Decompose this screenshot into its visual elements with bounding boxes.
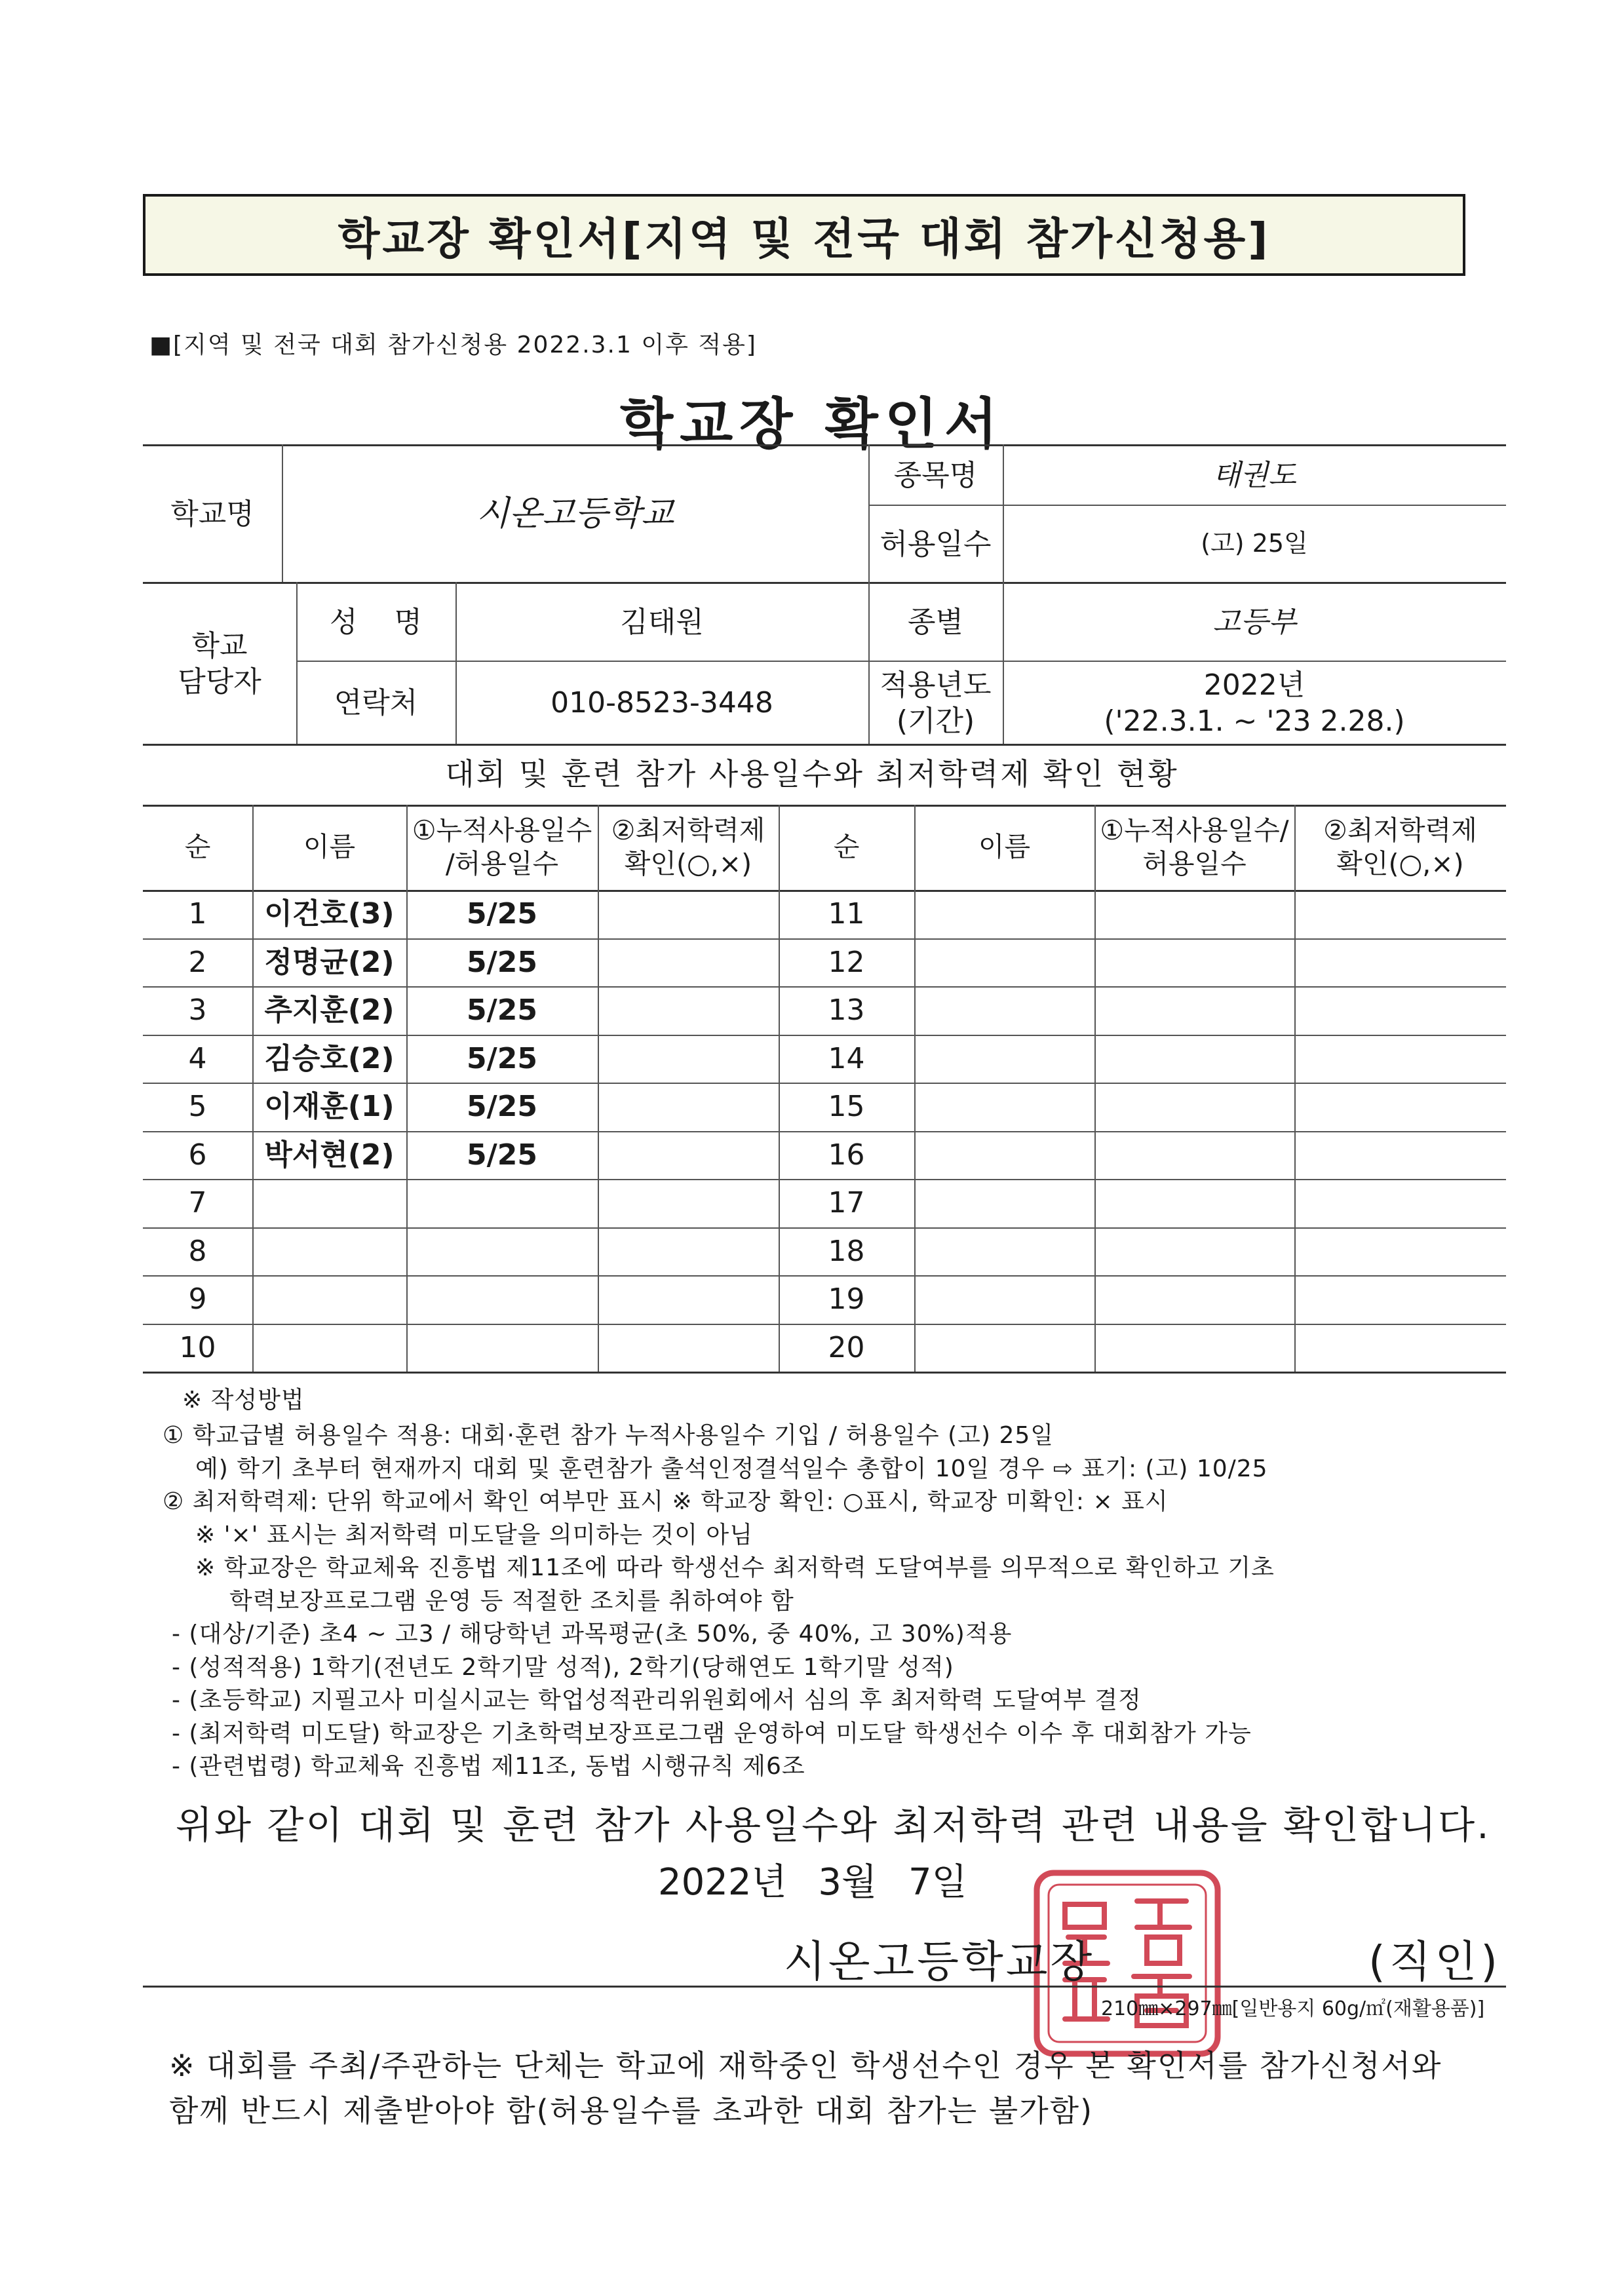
method-line: ① 학교급별 허용일수 적용: 대회·훈련 참가 누적사용일수 기입 / 허용일수 (고) 25일 (163, 1422, 1054, 1449)
student-name: 박서현(2) (264, 1138, 395, 1172)
used-days (406, 1179, 598, 1227)
student-name (914, 1035, 1094, 1083)
allowed-days-label: 허용일수 (880, 527, 992, 561)
used-days (1094, 938, 1294, 987)
row-number: 2 (188, 945, 207, 979)
contact-value: 010-8523-3448 (551, 686, 773, 720)
table-header-cell: 이름 (978, 831, 1031, 863)
confirm-statement: 위와 같이 대회 및 훈련 참가 사용일수와 최저학력 관련 내용을 확인합니다. (176, 1803, 1491, 1847)
method-line: 학력보장프로그램 운영 등 적절한 조치를 취하여야 함 (229, 1587, 794, 1615)
student-name (252, 1227, 406, 1276)
row-number: 20 (828, 1330, 865, 1364)
method-line: - (성적적용) 1학기(전년도 2학기말 성적), 2학기(당해연도 1학기말 성적) (172, 1653, 954, 1681)
row-number: 13 (828, 993, 865, 1028)
academic-check (598, 890, 779, 938)
academic-check (598, 1083, 779, 1131)
academic-check (1294, 986, 1506, 1035)
academic-check (598, 1324, 779, 1372)
signer-name: 시온고등학교장 (784, 1936, 1095, 1987)
academic-check (1294, 1227, 1506, 1276)
used-days (1094, 890, 1294, 938)
row-number: 16 (828, 1138, 865, 1172)
school-value: 시온고등학교 (476, 493, 674, 533)
method-line: - (관련법령) 학교체육 진흥법 제11조, 동법 시행규칙 제6조 (172, 1753, 805, 1780)
name-label: 성 명 (330, 605, 422, 639)
row-number: 11 (828, 897, 865, 931)
row-number: 17 (828, 1186, 865, 1220)
used-days: 5/25 (467, 1138, 537, 1172)
academic-check (1294, 890, 1506, 938)
method-line: ② 최저학력제: 단위 학교에서 확인 여부만 표시 ※ 학교장 확인: ○표시, 학교장 미확인: × 표시 (163, 1488, 1169, 1515)
used-days (1094, 1083, 1294, 1131)
row-number: 4 (188, 1041, 207, 1075)
academic-check (598, 1131, 779, 1180)
used-days: 5/25 (467, 945, 537, 979)
used-days (1094, 1275, 1294, 1324)
footer-note: ※ 대회를 주최/주관하는 단체는 학교에 재학중인 학생선수인 경우 본 확인서를 참가신청서와 함께 반드시 제출받아야 함(허용일수를 초과한 대회 참가는 불가함) (169, 2048, 1442, 2128)
student-name: 추지훈(2) (264, 993, 395, 1028)
row-number: 15 (828, 1090, 865, 1124)
used-days (406, 1324, 598, 1372)
academic-check (598, 986, 779, 1035)
student-name (914, 1227, 1094, 1276)
method-line: - (최저학력 미도달) 학교장은 기초학력보장프로그램 운영하여 미도달 학생선수 이수 후 대회참가 가능 (172, 1720, 1252, 1747)
used-days: 5/25 (467, 897, 537, 931)
student-name (914, 1083, 1094, 1131)
method-line: ※ 학교장은 학교체육 진흥법 제11조에 따라 학생선수 최저학력 도달여부를 의무적으로 확인하고 기초 (195, 1554, 1275, 1581)
used-days: 5/25 (467, 1090, 537, 1124)
document-title: 학교장 확인서 (619, 392, 1005, 456)
student-name: 김승호(2) (264, 1041, 395, 1075)
academic-check (1294, 1035, 1506, 1083)
academic-check (598, 1275, 779, 1324)
row-number: 6 (188, 1138, 207, 1172)
row-number: 14 (828, 1041, 865, 1075)
row-number: 5 (188, 1090, 207, 1124)
academic-check (1294, 1324, 1506, 1372)
table-row-rule (143, 1372, 1506, 1374)
used-days (1094, 1227, 1294, 1276)
row-number: 18 (828, 1234, 865, 1268)
banner-title: 학교장 확인서[지역 및 전국 대회 참가신청용] (143, 194, 1465, 276)
academic-check (1294, 1275, 1506, 1324)
manager-label: 학교 담당자 (178, 628, 261, 699)
row-number: 8 (188, 1234, 207, 1268)
method-heading: ※ 작성방법 (182, 1387, 305, 1414)
table-header-cell: ②최저학력제 확인(○,×) (1323, 814, 1477, 879)
issue-date: 2022년 3월 7일 (658, 1861, 967, 1904)
student-name (914, 1131, 1094, 1180)
official-seal-mark: (직인) (1368, 1936, 1502, 1987)
student-name (252, 1275, 406, 1324)
table-header-cell: ①누적사용일수/ 허용일수 (1100, 814, 1289, 879)
notice-text: ■[지역 및 전국 대회 참가신청용 2022.3.1 이후 적용] (149, 332, 757, 358)
period-label: 적용년도 (기간) (880, 668, 992, 738)
method-line: ※ '×' 표시는 최저학력 미도달을 의미하는 것이 아님 (195, 1521, 753, 1548)
sport-value: 태권도 (1212, 458, 1296, 492)
academic-check (1294, 938, 1506, 987)
academic-check (598, 1179, 779, 1227)
name-value: 김태원 (620, 605, 704, 639)
table-header-cell: ①누적사용일수 /허용일수 (412, 814, 592, 879)
student-name (252, 1179, 406, 1227)
school-label: 학교명 (170, 497, 254, 531)
academic-check (1294, 1131, 1506, 1180)
student-name (914, 1179, 1094, 1227)
used-days (1094, 1035, 1294, 1083)
paper-spec: 210㎜×297㎜[일반용지 60g/㎡(재활용품)] (1101, 1997, 1485, 2020)
student-name: 정명균(2) (264, 945, 395, 979)
division-value: 고등부 (1212, 605, 1296, 639)
method-line: - (초등학교) 지필고사 미실시교는 학업성적관리위원회에서 심의 후 최저학력 도달여부 결정 (172, 1687, 1142, 1714)
academic-check (1294, 1083, 1506, 1131)
table-header-cell: 순 (184, 831, 211, 863)
used-days (1094, 1324, 1294, 1372)
row-number: 9 (188, 1282, 207, 1317)
used-days: 5/25 (467, 1041, 537, 1075)
student-name (914, 1324, 1094, 1372)
student-name: 이재훈(1) (264, 1090, 395, 1124)
used-days: 5/25 (467, 993, 537, 1028)
student-name (914, 938, 1094, 987)
used-days (1094, 1179, 1294, 1227)
academic-check (1294, 1179, 1506, 1227)
method-line: - (대상/기준) 초4 ~ 고3 / 해당학년 과목평균(초 50%, 중 40%, 고 30%)적용 (172, 1621, 1013, 1647)
status-title: 대회 및 훈련 참가 사용일수와 최저학력제 확인 현황 (445, 756, 1179, 792)
footer-rule (143, 1986, 1506, 1988)
row-number: 7 (188, 1186, 207, 1220)
table-header-cell: 순 (833, 831, 860, 863)
used-days (406, 1227, 598, 1276)
student-name: 이건호(3) (264, 897, 395, 931)
period-value: 2022년 ('22.3.1. ~ '23 2.28.) (1104, 668, 1405, 738)
student-name (914, 890, 1094, 938)
division-label: 종별 (907, 605, 963, 639)
row-number: 12 (828, 945, 865, 979)
table-header-cell: ②최저학력제 확인(○,×) (611, 814, 765, 879)
contact-label: 연락처 (334, 686, 418, 720)
row-number: 19 (828, 1282, 865, 1317)
student-name (914, 986, 1094, 1035)
method-line: 예) 학기 초부터 현재까지 대회 및 훈련참가 출석인정결석일수 총합이 10일 경우 ⇨ 표기: (고) 10/25 (195, 1455, 1268, 1482)
student-name (252, 1324, 406, 1372)
row-number: 3 (188, 993, 207, 1028)
academic-check (598, 938, 779, 987)
allowed-days-value: (고) 25일 (1201, 529, 1308, 558)
sport-label: 종목명 (893, 458, 978, 492)
row-number: 1 (188, 897, 207, 931)
used-days (1094, 986, 1294, 1035)
table-header-cell: 이름 (303, 831, 356, 863)
academic-check (598, 1227, 779, 1276)
used-days (1094, 1131, 1294, 1180)
student-name (914, 1275, 1094, 1324)
row-number: 10 (179, 1330, 216, 1364)
academic-check (598, 1035, 779, 1083)
used-days (406, 1275, 598, 1324)
